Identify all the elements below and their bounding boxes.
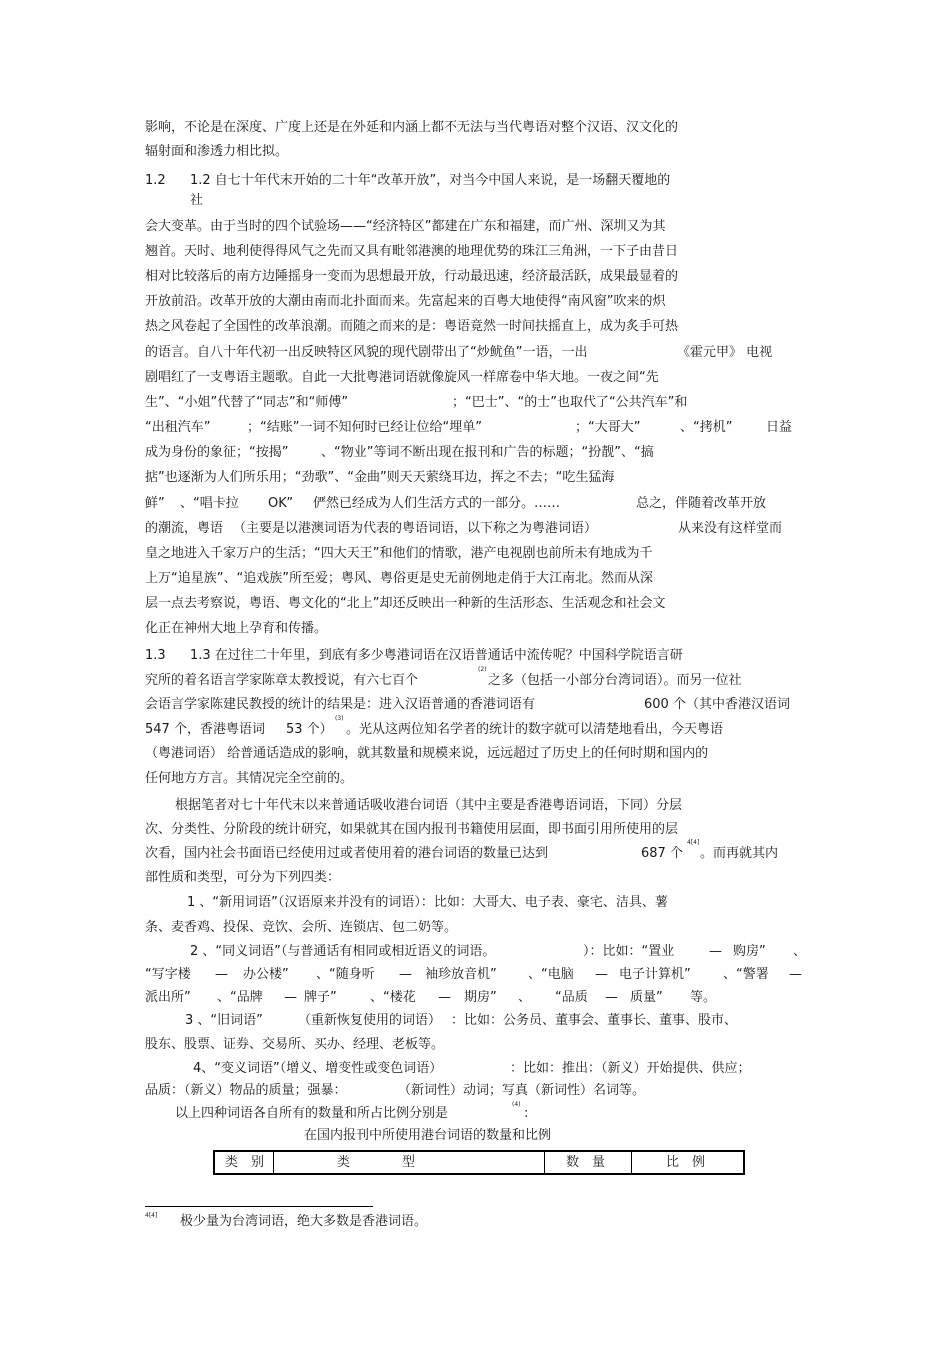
body-line: 、“警署 <box>723 967 769 982</box>
body-line: 547 个，香港粤语词 <box>145 722 265 737</box>
body-line: 1.3 在过往二十年里，到底有多少粤港词语在汉语普通话中流传呢？中国科学院语言研 <box>190 648 683 663</box>
body-line: 600 个（其中香港汉语词 <box>644 697 790 712</box>
body-line: 3 、“旧词语” <box>185 1013 263 1028</box>
body-line: 以上四种词语各自所有的数量和所占比例分别是 <box>175 1106 449 1121</box>
body-line: 牌子” <box>304 990 337 1005</box>
section-number: 1.2 <box>145 173 166 188</box>
section-number: 1.3 <box>145 648 166 663</box>
body-line: ；“大哥大” <box>575 420 641 435</box>
body-line: 条、麦香鸡、投保、竞饮、会所、连锁店、包二奶等。 <box>145 920 458 935</box>
body-line: — <box>595 967 608 982</box>
body-line: 。而再就其内 <box>700 846 779 861</box>
body-line: 2 、“同义词语”（与普通话有相同或相近语义的词语。 <box>190 944 496 959</box>
body-line: “出租汽车” <box>145 420 211 435</box>
body-line: — <box>399 967 412 982</box>
body-line: 、“楼花 <box>370 990 416 1005</box>
body-line: 、“拷机” <box>680 420 733 435</box>
body-line: 俨然已经成为人们生活方式的一部分。…… <box>313 496 561 511</box>
body-line: 热之风卷起了全国性的改革浪潮。而随之而来的是：粤语竟然一时间扶摇直上，成为炙手可热 <box>145 319 679 334</box>
body-line: 期房” <box>464 990 497 1005</box>
body-line: OK” <box>268 496 294 511</box>
body-line: 《霍元甲》 电视 <box>677 345 773 360</box>
body-line: 品质：（新义）物品的质量；强暴： <box>145 1083 347 1098</box>
body-line: — <box>215 967 228 982</box>
body-line: 687 个 <box>641 846 683 861</box>
body-line: 部性质和类型，可分为下列四类： <box>145 870 341 885</box>
body-line: 股东、股票、证券、交易所、买办、经理、老板等。 <box>145 1037 445 1052</box>
footnote-ref: (2) <box>478 666 487 673</box>
table-caption: 在国内报刊中所使用港台词语的数量和比例 <box>304 1128 552 1143</box>
body-line: 次、分类性、分阶段的统计研究，如果就其在国内报刊书籍使用层面，即书面引用所使用的层 <box>145 822 679 837</box>
footnote-ref: 4[4] <box>687 839 700 846</box>
body-line: 任何地方方言。其情况完全空前的。 <box>145 771 354 786</box>
body-line: 、“随身听 <box>316 967 375 982</box>
body-line: — <box>789 967 802 982</box>
body-line: 。光从这两位知名学者的统计的数字就可以清楚地看出，今天粤语 <box>346 722 724 737</box>
body-line: 的潮流，粤语 <box>145 521 224 536</box>
body-line: ：比如：推出：（新义）开始提供、供应； <box>510 1061 751 1076</box>
table-divider <box>544 1152 545 1173</box>
body-line: 1 、“新用词语”（汉语原来并没有的词语）：比如：大哥大、电子表、豪宅、洁具、薯 <box>187 895 668 910</box>
table-header-cell: 类 别 <box>225 1155 265 1170</box>
body-line: 究所的着名语言学家陈章太教授说，有六七百个 <box>145 673 419 688</box>
body-line: 电子计算机” <box>619 967 691 982</box>
body-line: “品质 <box>555 990 588 1005</box>
footnote-text: 极少量为台湾词语，绝大多数是香港词语。 <box>180 1214 428 1229</box>
body-line: 购房” <box>733 944 766 959</box>
body-line: 、“品牌 <box>217 990 263 1005</box>
table-header-cell: 数 量 <box>566 1155 606 1170</box>
body-line: （重新恢复使用的词语） <box>298 1013 442 1028</box>
table-header-cell: 类 型 <box>337 1155 416 1170</box>
body-line: 会语言学家陈建民教授的统计的结果是：进入汉语普通的香港词语有 <box>145 697 536 712</box>
body-line: 会大变革。由于当时的四个试验场——“经济特区”都建在广东和福建，而广州、深圳又为其 <box>145 219 666 234</box>
body-line: ；“结账”一词不知何时已经让位给“埋单” <box>247 420 482 435</box>
table-divider <box>273 1152 274 1173</box>
body-line: 53 个） <box>286 722 333 737</box>
body-line: 皇之地进入千家万户的生活；“四大天王”和他们的情歌，港产电视剧也前所未有地成为千 <box>145 546 653 561</box>
body-line: 化正在神州大地上孕育和传播。 <box>145 621 328 636</box>
body-line: : <box>524 1106 529 1121</box>
body-line: 上万“追星族”、“追戏族”所至爱；粤风、粤俗更是史无前例地走俏于大江南北。然而从深 <box>145 571 653 586</box>
body-line: — <box>438 990 451 1005</box>
body-line: 从来没有这样堂而 <box>678 521 783 536</box>
body-line: 质量” <box>630 990 663 1005</box>
body-line: 日益 <box>766 420 793 435</box>
body-line: 4、“变义词语”（增义、增变性或变色词语） <box>193 1061 443 1076</box>
table-divider <box>631 1152 632 1173</box>
body-line: 翘首。天时、地利使得得风气之先而又具有毗邻港澳的地理优势的珠江三角洲，一下子由昔日 <box>145 244 679 259</box>
data-table-header <box>213 1150 745 1175</box>
body-line: 次看，国内社会书面语已经使用过或者使用着的港台词语的数量已达到 <box>145 846 549 861</box>
body-line: 社 <box>190 193 204 208</box>
body-line: — <box>709 944 722 959</box>
body-line: ；“巴士”、“的士”也取代了“公共汽车”和 <box>452 395 688 410</box>
body-line: 总之，伴随着改革开放 <box>636 496 767 511</box>
body-line: 、 <box>793 944 807 959</box>
footnote-ref: (4) <box>512 1101 521 1108</box>
body-line: 、 <box>518 990 532 1005</box>
body-line: （粤港词语） 给普通话造成的影响，就其数量和规模来说，远远超过了历史上的任何时期和国内的 <box>145 746 709 761</box>
body-line: — <box>284 990 297 1005</box>
body-line: 等。 <box>690 990 717 1005</box>
body-line: 根据笔者对七十年代末以来普通话吸收港台词语（其中主要是香港粤语词语，下同）分层 <box>175 798 683 813</box>
body-line: 之多（包括一小部分台湾词语）。而另一位社 <box>488 673 742 688</box>
body-line: 辐射面和渗透力相比拟。 <box>145 144 289 159</box>
body-line: 开放前沿。改革开放的大潮由南而北扑面而来。先富起来的百粤大地使得“南风窗”吹来的炽 <box>145 294 666 309</box>
body-line: 成为身份的象征；“按揭” <box>145 445 289 460</box>
body-line: 鲜” <box>145 496 165 511</box>
body-line: 办公楼” <box>243 967 289 982</box>
body-line: — <box>605 990 618 1005</box>
body-line: （主要是以港澳词语为代表的粤语词语，以下称之为粤港词语） <box>233 521 598 536</box>
body-line: ）：比如：“置业 <box>583 944 675 959</box>
body-line: 的语言。自八十年代初一出反映特区风貌的现代剧带出了“炒鱿鱼”一语，一出 <box>145 345 588 360</box>
body-line: 掂”也逐渐为人们所乐用；“劲歌”、“金曲”则天天萦绕耳边，挥之不去；“吃生猛海 <box>145 470 615 485</box>
body-line: 相对比较落后的南方边陲摇身一变而为思想最开放，行动最迅速，经济最活跃，成果最显着的 <box>145 269 679 284</box>
footnote-ref: (3) <box>335 715 344 722</box>
body-line: 、“唱卡拉 <box>180 496 239 511</box>
body-line: 1.2 自七十年代末开始的二十年“改革开放”，对当今中国人来说，是一场翻天覆地的 <box>190 173 671 188</box>
body-line: “写字楼 <box>145 967 191 982</box>
body-line: 层一点去考察说，粤语、粤文化的“北上”却还反映出一种新的生活形态、生活观念和社会文 <box>145 596 666 611</box>
body-line: 派出所” <box>145 990 191 1005</box>
body-line: ：比如：公务员、董事会、董事长、董事、股市、 <box>451 1013 738 1028</box>
body-line: 袖珍放音机” <box>425 967 497 982</box>
body-line: 、“物业”等词不断出现在报刊和广告的标题；“扮靓”、“搞 <box>321 445 654 460</box>
table-header-cell: 比 例 <box>666 1155 706 1170</box>
footnote-separator <box>145 1206 373 1207</box>
body-line: （新词性）动词；写真（新词性）名词等。 <box>398 1083 646 1098</box>
body-line: 影响，不论是在深度、广度上还是在外延和内涵上都不无法与当代粤语对整个汉语、汉文化的 <box>145 120 679 135</box>
footnote-mark: 4[4] <box>145 1212 158 1219</box>
body-line: 生”、“小姐”代替了“同志”和“师傅” <box>145 395 349 410</box>
body-line: 、“电脑 <box>528 967 574 982</box>
body-line: 剧唱红了一支粤语主题歌。自此一大批粤港词语就像旋风一样席卷中华大地。一夜之间“先 <box>145 370 659 385</box>
